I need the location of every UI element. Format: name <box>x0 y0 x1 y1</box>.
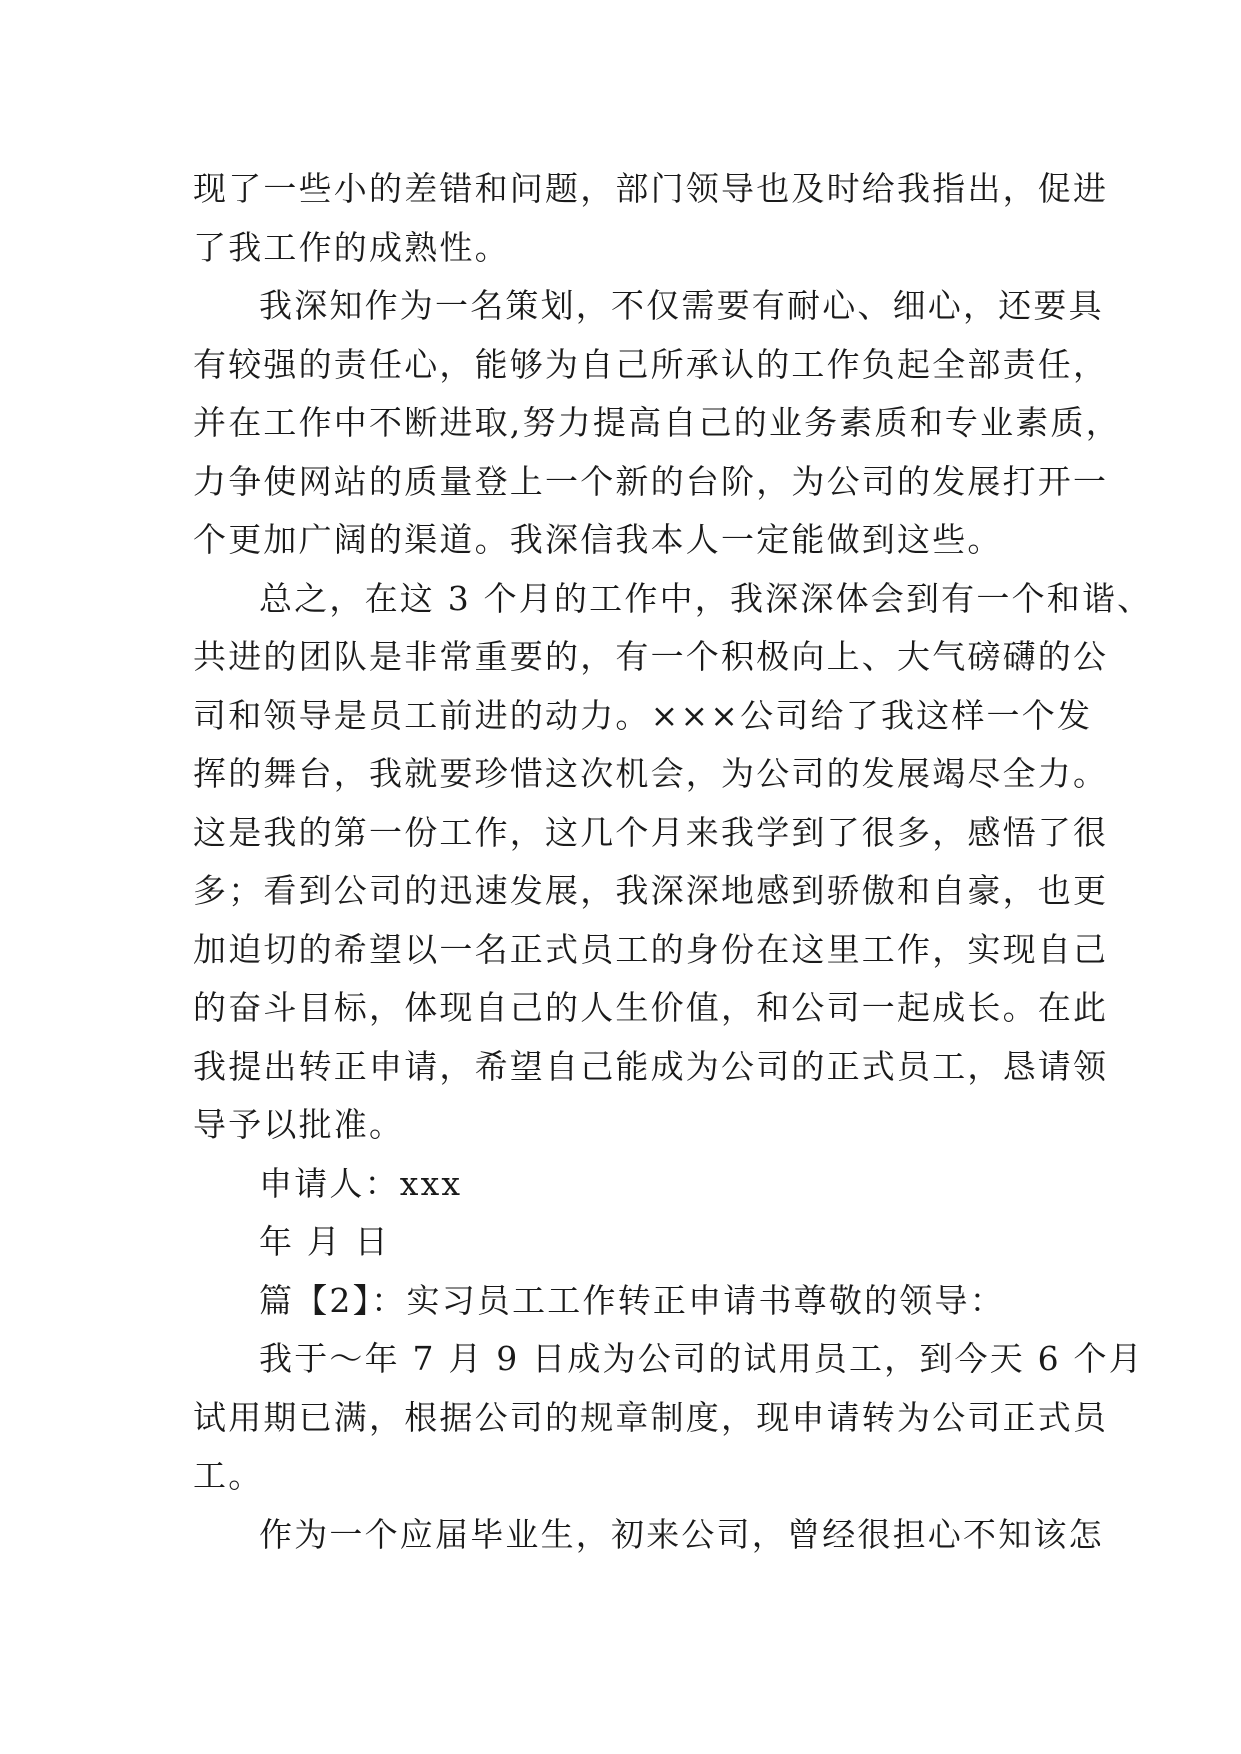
text-line: 现了一些小的差错和问题，部门领导也及时给我指出，促进 <box>193 169 1109 208</box>
text-line: 这是我的第一份工作，这几个月来我学到了很多，感悟了很 <box>193 812 1109 852</box>
text-line: 导予以批准。 <box>193 1105 405 1144</box>
date-line: 年 月 日 <box>259 1222 390 1261</box>
text-line: 了我工作的成熟性。 <box>193 227 510 267</box>
text-line: 共进的团队是非常重要的，有一个积极向上、大气磅礴的公 <box>193 637 1109 676</box>
text-line: 工。 <box>193 1456 264 1495</box>
text-line: 我深知作为一名策划，不仅需要有耐心、细心，还要具 <box>259 286 1104 325</box>
text-line: 并在工作中不断进取,努力提高自己的业务素质和专业素质， <box>193 403 1121 442</box>
text-line: 司和领导是员工前进的动力。×××公司给了我这样一个发 <box>193 695 1093 735</box>
text-line: 挥的舞台，我就要珍惜这次机会，为公司的发展竭尽全力。 <box>193 754 1109 793</box>
text-line: 有较强的责任心，能够为自己所承认的工作负起全部责任， <box>193 344 1109 384</box>
text-line: 我于～年 7 月 9 日成为公司的试用员工，到今天 6 个月 <box>259 1339 1144 1378</box>
section-heading: 篇【2】：实习员工工作转正申请书尊敬的领导： <box>259 1280 1005 1320</box>
signature-line: 申请人：xxx <box>259 1163 463 1203</box>
text-line: 总之，在这 3 个月的工作中，我深深体会到有一个和谐、 <box>259 578 1153 618</box>
text-line: 多；看到公司的迅速发展，我深深地感到骄傲和自豪，也更 <box>193 871 1109 910</box>
text-line: 的奋斗目标，体现自己的人生价值，和公司一起成长。在此 <box>193 988 1109 1027</box>
text-line: 加迫切的希望以一名正式员工的身份在这里工作，实现自己 <box>193 929 1109 969</box>
text-line: 个更加广阔的渠道。我深信我本人一定能做到这些。 <box>193 520 1003 559</box>
text-line: 试用期已满，根据公司的规章制度，现申请转为公司正式员 <box>193 1397 1109 1437</box>
text-line: 力争使网站的质量登上一个新的台阶，为公司的发展打开一 <box>193 461 1109 501</box>
text-line: 我提出转正申请，希望自己能成为公司的正式员工，恳请领 <box>193 1046 1109 1086</box>
text-line: 作为一个应届毕业生，初来公司，曾经很担心不知该怎 <box>259 1514 1104 1554</box>
document-body <box>193 160 1153 1564</box>
